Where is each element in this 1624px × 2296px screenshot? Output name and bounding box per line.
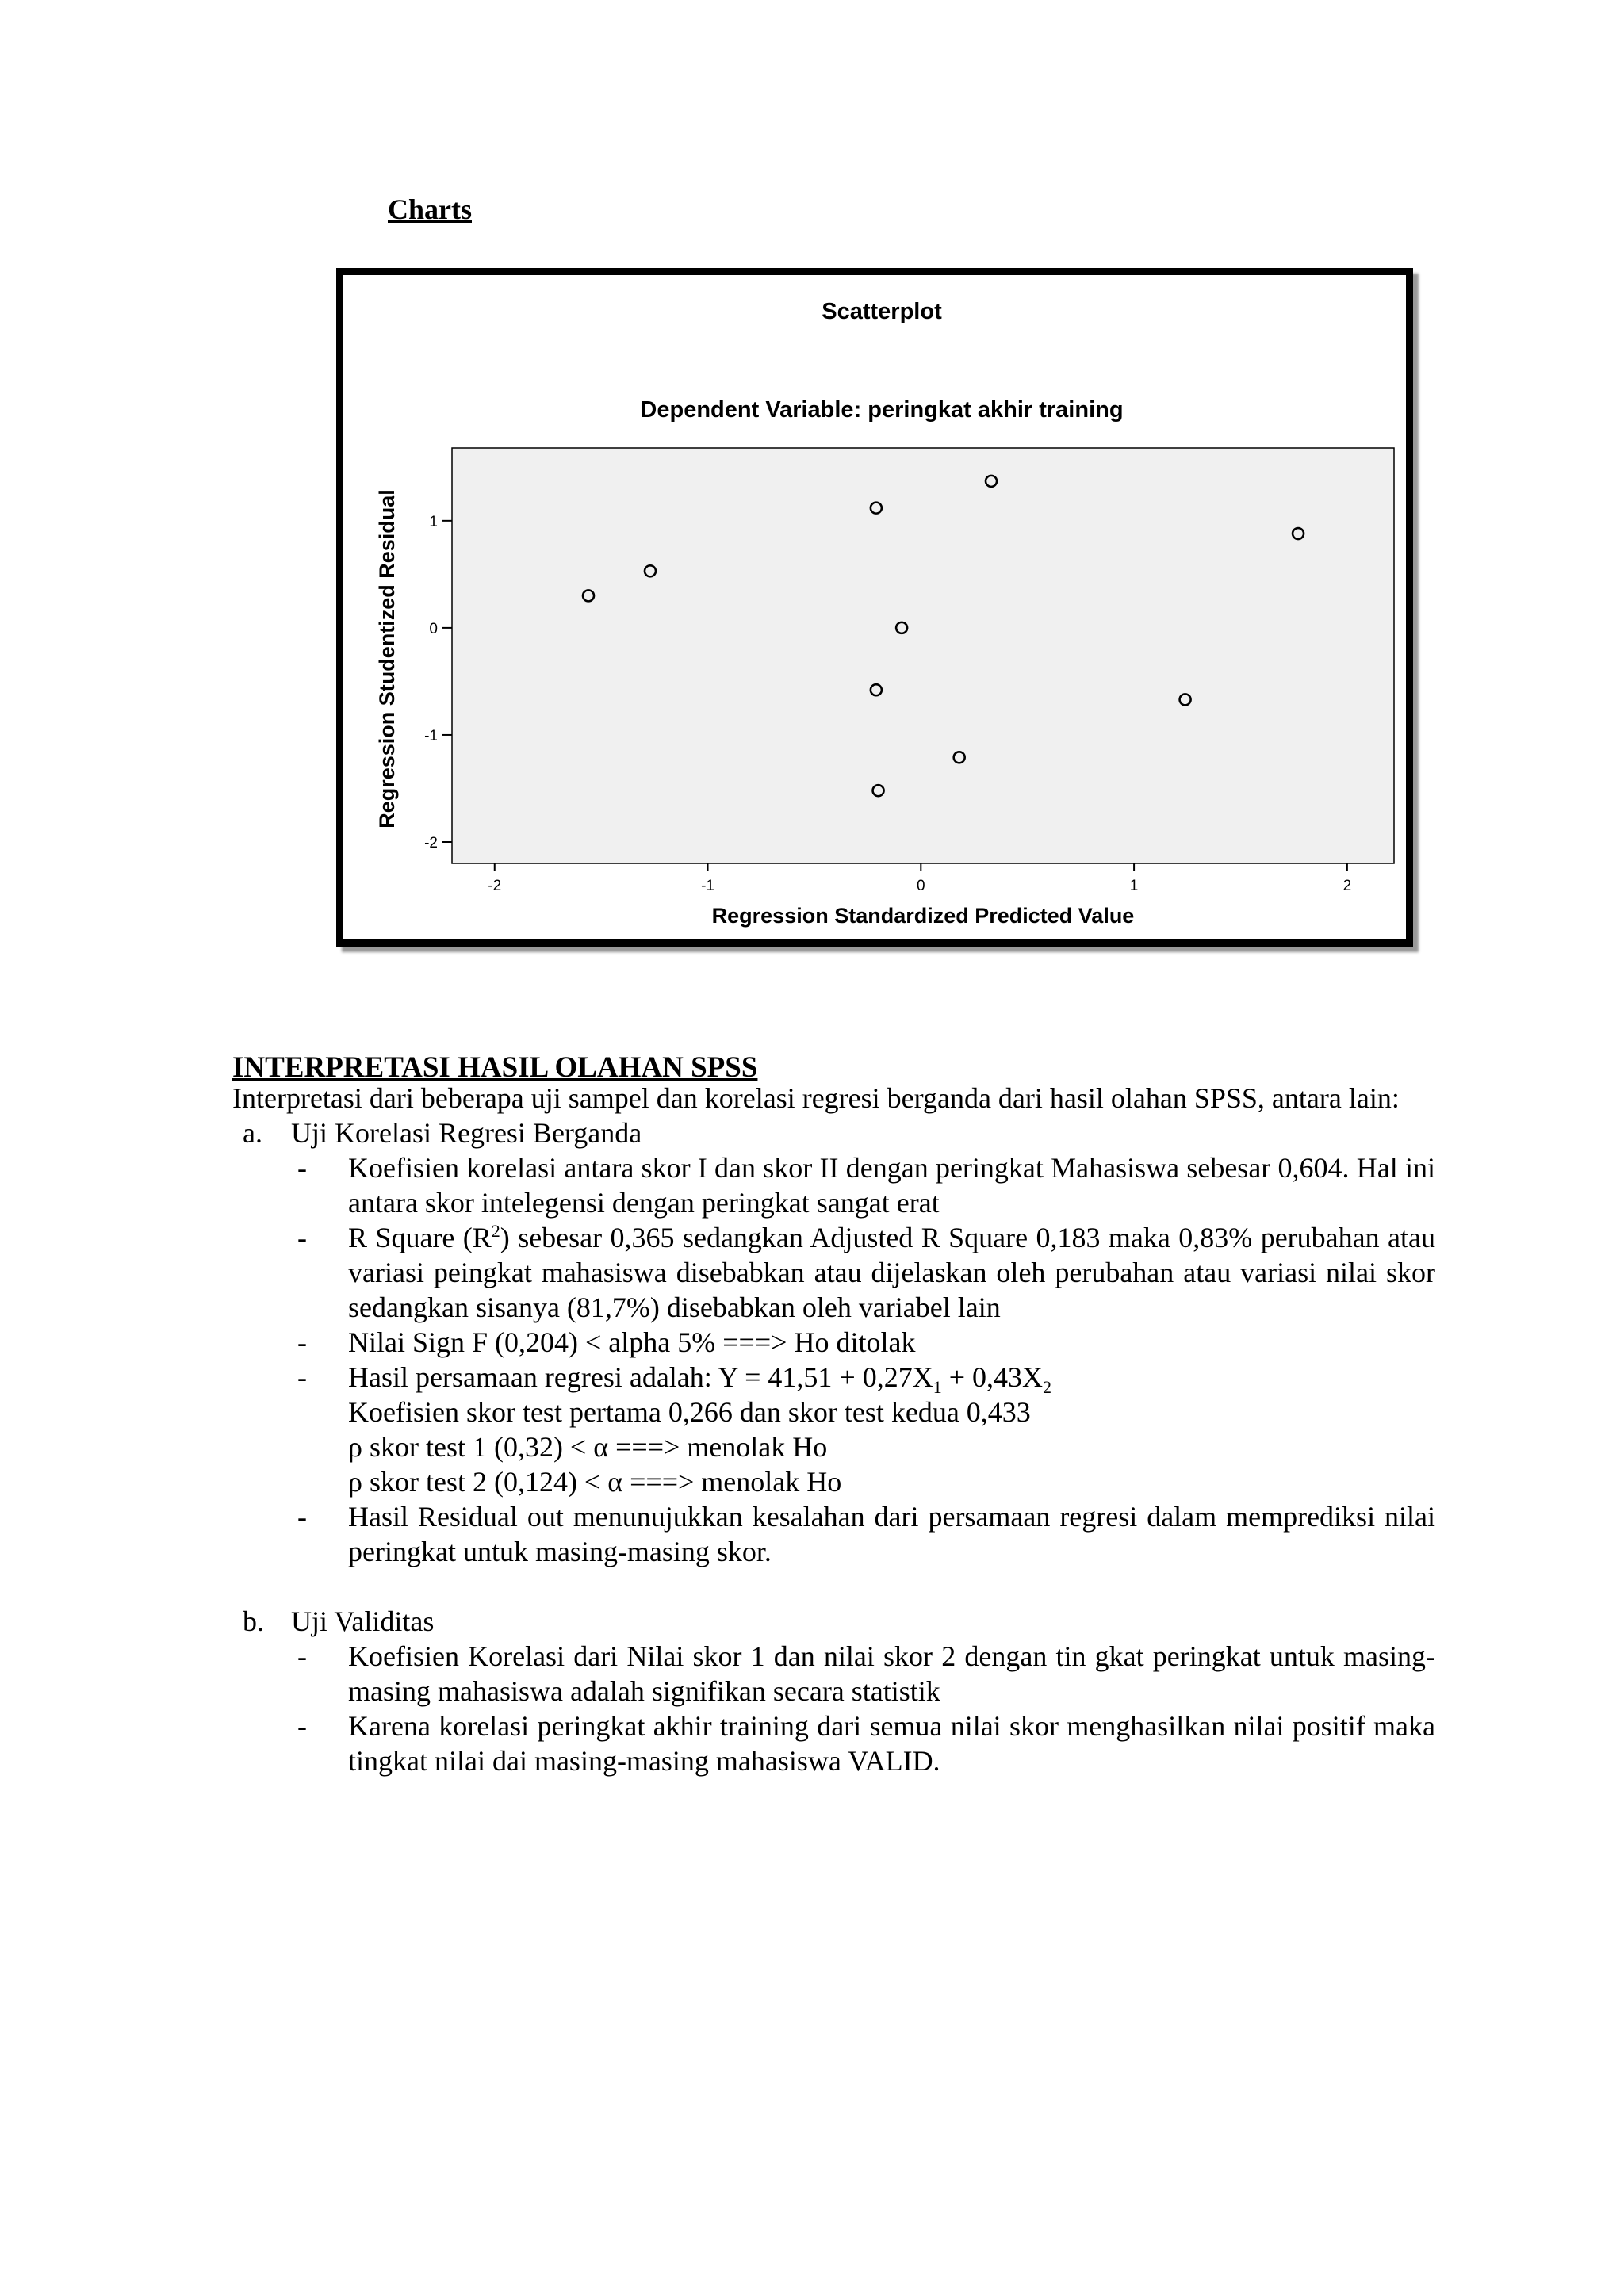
bullet-a2-part: R Square (R [348,1222,492,1253]
bullet-a2 [232,1220,1435,1325]
y-axis-label: Regression Studentized Residual [375,489,399,828]
spacer [232,1569,1435,1604]
equation-part: + 0,43X [941,1361,1044,1393]
bullet-b1 [232,1639,1435,1709]
bullet-dash: - [297,1710,307,1742]
y-tick-label: 0 [429,620,438,637]
bullet-b2 [232,1709,1435,1778]
superscript: 2 [491,1221,500,1241]
bullet-dash: - [297,1222,307,1253]
plot-area [452,448,1394,863]
item-a-title: Uji Korelasi Regresi Berganda [291,1117,642,1149]
bullet-a1 [232,1150,1435,1220]
regression-equation [348,1361,1052,1398]
bullet-a5 [232,1499,1435,1569]
item-b-title: Uji Validitas [291,1605,435,1637]
bullet-a4-text [348,1360,1435,1499]
bullet-dash: - [297,1361,307,1393]
equation-part: Hasil persamaan regresi adalah: Y = 41,51 + 0,27X [348,1361,933,1393]
interpretation-body [232,1081,1435,1778]
y-tick-label: -1 [424,727,438,744]
x-tick-label: 2 [1342,878,1352,894]
bullet-dash: - [297,1501,307,1533]
item-b-marker: b. [243,1605,264,1637]
x-tick-label: -2 [488,878,502,894]
intro-paragraph: Interpretasi dari beberapa uji sampel dan korelasi regresi berganda dari hasil olahan SPSS, antara lain: [232,1082,1400,1114]
item-a-marker: a. [243,1117,262,1149]
rho-test-1-line: ρ skor test 1 (0,32) < α ===> menolak Ho [348,1431,828,1463]
bullet-dash: - [297,1640,307,1672]
bullet-a2-part: ) sebesar 0,365 sedangkan Adjusted R Square 0,183 maka 0,83% perubahan atau variasi peingkat mahasiswa disebabkan atau dijelaskan oleh perubahan atau variasi nilai skor sedangkan sisanya (81,7%) disebabkan oleh variabel lain [348,1222,1435,1323]
scatterplot-chart [336,268,1413,947]
x-tick-label: 0 [917,878,925,894]
chart-subtitle: Dependent Variable: peringkat akhir training [640,397,1124,423]
x-tick-label: 1 [1129,878,1139,894]
subscript: 1 [933,1377,942,1398]
bullet-dash: - [297,1152,307,1184]
subscript: 2 [1043,1377,1052,1398]
bullet-a3 [232,1325,1435,1360]
x-tick-label: -1 [701,878,714,894]
bullet-b2-text: Karena korelasi peringkat akhir training dari semua nilai skor menghasilkan nilai positif maka tingkat nilai dai masing-masing mahasiswa VALID. [348,1710,1435,1777]
coefficient-line: Koefisien skor test pertama 0,266 dan skor test kedua 0,433 [348,1396,1031,1428]
rho-test-2-line: ρ skor test 2 (0,124) < α ===> menolak Ho [348,1466,842,1498]
y-tick-label: -2 [424,834,438,851]
bullet-a1-text: Koefisien korelasi antara skor I dan skor II dengan peringkat Mahasiswa sebesar 0,604. Hal ini antara skor intelegensi dengan peringkat sangat erat [348,1152,1435,1219]
bullet-a2-text [348,1220,1435,1325]
y-tick-label: 1 [429,513,438,530]
bullet-a3-text: Nilai Sign F (0,204) < alpha 5% ===> Ho ditolak [348,1326,916,1358]
section-title: INTERPRETASI HASIL OLAHAN SPSS [232,1051,758,1084]
charts-heading: Charts [388,193,472,225]
list-item-b [232,1604,1435,1778]
bullet-b1-text: Koefisien Korelasi dari Nilai skor 1 dan nilai skor 2 dengan tin gkat peringkat untuk masing-masing mahasiswa adalah signifikan secara statistik [348,1640,1435,1707]
list-item-a [232,1115,1435,1569]
bullet-a4 [232,1360,1435,1499]
scatterplot-svg [343,275,1406,939]
chart-title: Scatterplot [822,299,942,324]
bullet-a5-text: Hasil Residual out menunujukkan kesalahan dari persamaan regresi dalam memprediksi nilai peringkat untuk masing-masing skor. [348,1501,1435,1567]
bullet-dash: - [297,1326,307,1358]
x-axis-label: Regression Standardized Predicted Value [711,904,1135,928]
